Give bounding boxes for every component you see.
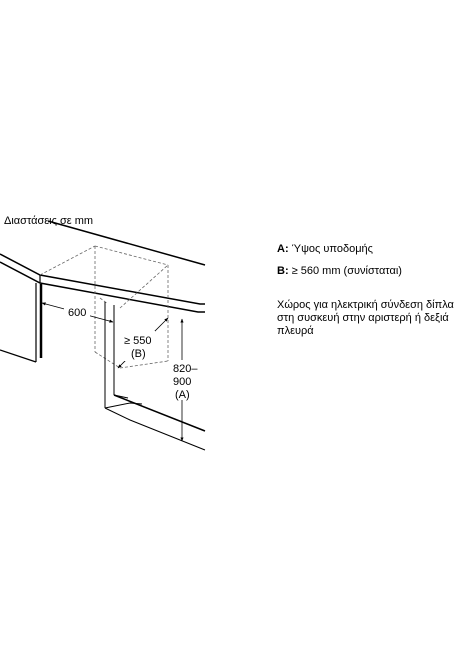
dimensions-caption: Διαστάσεις σε mm	[4, 215, 94, 227]
legend-text-b: ≥ 560 mm (συνίσταται)	[288, 265, 402, 277]
legend-key-a: A:	[277, 243, 289, 255]
height-label: (A)	[175, 389, 190, 401]
legend-key-b: B:	[277, 265, 289, 277]
depth-value: ≥ 550	[124, 335, 152, 347]
height-value-2: 900	[173, 376, 192, 388]
note-line-1: Χώρος για ηλεκτρική σύνδεση δίπλα	[277, 299, 454, 311]
floor	[105, 395, 205, 450]
depth-label: (B)	[131, 348, 146, 360]
width-label: 600	[68, 307, 87, 319]
note-line-3: πλευρά	[277, 325, 314, 337]
left-cabinet	[0, 283, 41, 362]
countertop	[0, 221, 205, 312]
legend-text-a: Ύψος υποδομής	[288, 243, 373, 255]
height-value-1: 820–	[173, 363, 198, 375]
note-line-2: στη συσκευή στην αριστερή ή δεξιά	[277, 312, 449, 324]
